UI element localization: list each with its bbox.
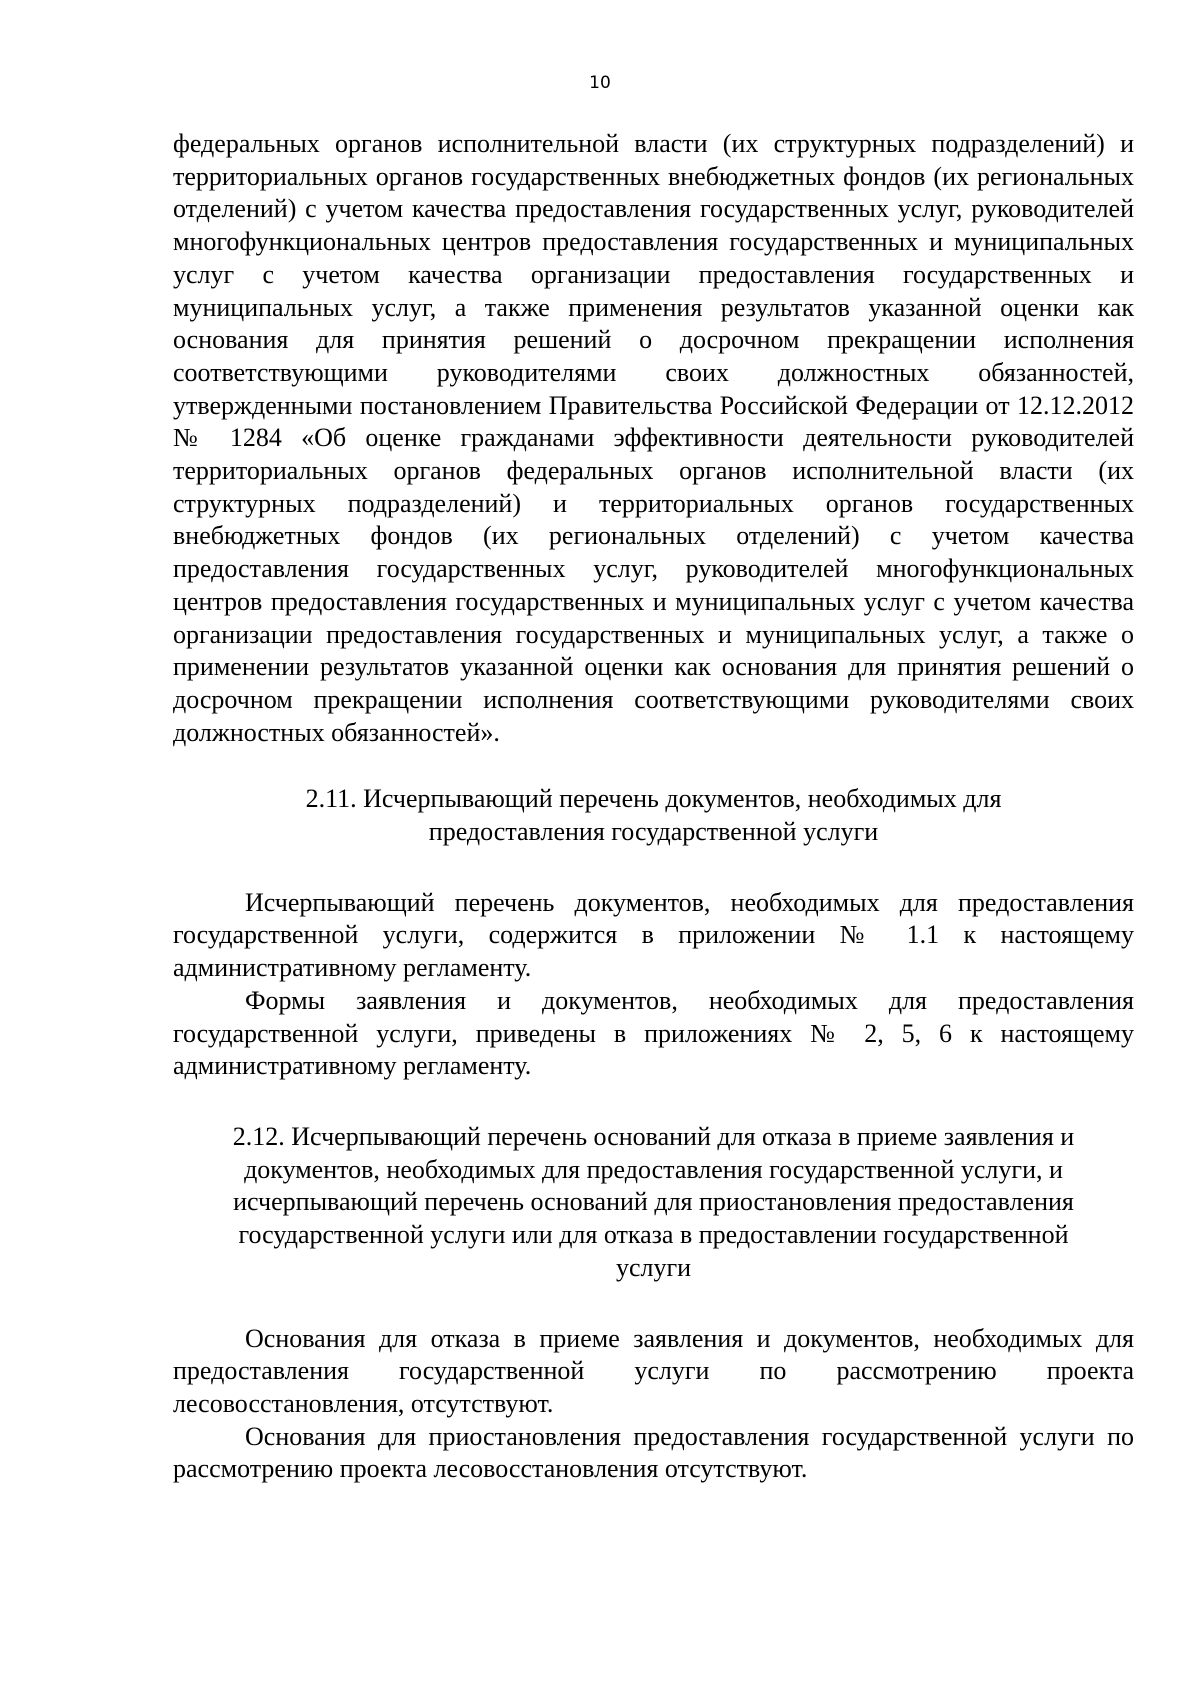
section-2-12-heading: [173, 1121, 1134, 1285]
section-2-11-heading: [173, 783, 1134, 848]
section-2-12-heading-line-3: исчерпывающий перечень оснований для приостановления предоставления: [233, 1187, 1074, 1217]
section-2-12-paragraph-1: Основания для отказа в приеме заявления и документов, необходимых для предоставления государственной услуги по рассмотрению проекта лесовосстановления, отсутствуют.: [173, 1323, 1134, 1418]
section-2-11-heading-line-2: предоставления государственной услуги: [428, 817, 879, 847]
section-2-11-heading-line-1: 2.11. Исчерпывающий перечень документов, необходимых для: [305, 784, 1002, 814]
section-2-11-paragraph-2: Формы заявления и документов, необходимых для предоставления государственной услуги, приведены в приложениях № 2, 5, 6 к настоящему административному регламенту.: [173, 985, 1134, 1081]
intro-continuation-paragraph: федеральных органов исполнительной власти (их структурных подразделений) и территориальных органов государственных внебюджетных фондов (их региональных отделений) с учетом качества предоставления государственных услуг, руководителей многофункциональных центров предоставления государственных и муниципальных услуг с учетом качества организации предоставления государственных и муниципальных услуг, а также применения результатов указанной оценки как основания для принятия решений о досрочном прекращении исполнения соответствующими руководителями своих должностных обязанностей, утвержденными постановлением Правительства Российской Федерации от 12.12.2012 № 1284 «Об оценке гражданами эффективности деятельности руководителей территориальных органов федеральных органов исполнительной власти (их структурных подразделений) и территориальных органов государственных внебюджетных фондов (их региональных отделений) с учетом качества предоставления государственных услуг, руководителей многофункциональных центров предоставления государственных и муниципальных услуг с учетом качества организации предоставления государственных и муниципальных услуг, а также о применении результатов указанной оценки как основания для принятия решений о досрочном прекращении исполнения соответствующими руководителями своих должностных обязанностей».: [173, 129, 1134, 747]
document-body: [173, 128, 1134, 1486]
page-number: 10: [589, 73, 611, 93]
section-2-12-paragraph-2: Основания для приостановления предоставления государственной услуги по рассмотрению проекта лесовосстановления отсутствуют.: [173, 1421, 1134, 1484]
section-2-12-heading-line-1: 2.12. Исчерпывающий перечень оснований для отказа в приеме заявления и: [232, 1121, 1075, 1151]
section-2-12-heading-line-2: документов, необходимых для предоставления государственной услуги, и: [244, 1154, 1063, 1184]
section-2-12-heading-line-4: государственной услуги или для отказа в предоставлении государственной: [238, 1220, 1069, 1250]
section-2-11-paragraph-1: Исчерпывающий перечень документов, необходимых для предоставления государственной услуги, содержится в приложении № 1.1 к настоящему административному регламенту.: [173, 887, 1134, 983]
section-2-12-heading-line-5: услуги: [615, 1252, 692, 1282]
